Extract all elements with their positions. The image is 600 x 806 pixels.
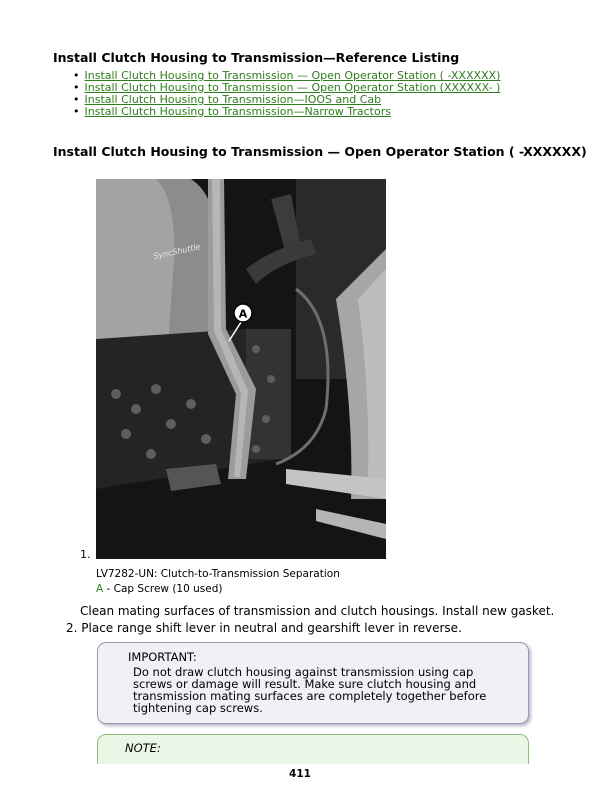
caption-callout <box>96 582 340 597</box>
page-number: 411 <box>289 768 311 780</box>
reference-links-list <box>60 70 500 118</box>
reference-link-ioos-cab[interactable]: Install Clutch Housing to Transmission—IOOS and Cab <box>84 93 382 106</box>
callout-label-a: A <box>238 307 248 321</box>
list-item <box>60 106 500 118</box>
important-title: IMPORTANT: <box>128 650 197 664</box>
important-text: Do not draw clutch housing against transmission using cap screws or damage will result. Make sure clutch housing and transmission mating surfaces are completely together before tightening cap screws. <box>133 665 487 715</box>
reference-link-open-station-pre[interactable]: Install Clutch Housing to Transmission — Open Operator Station ( -XXXXXX) <box>84 69 501 82</box>
callout-key: A <box>96 583 104 595</box>
figure-caption <box>96 567 340 597</box>
step-1-text: Clean mating surfaces of transmission and clutch housings. Install new gasket. <box>80 604 555 618</box>
reference-link-open-station-post[interactable]: Install Clutch Housing to Transmission — Open Operator Station (XXXXXX- ) <box>84 81 501 94</box>
tractor-clutch-photo <box>96 179 386 559</box>
reference-listing-heading: Install Clutch Housing to Transmission—Reference Listing <box>53 50 460 65</box>
important-box <box>97 642 529 724</box>
note-box <box>97 734 529 764</box>
caption-title: LV7282-UN: Clutch-to-Transmission Separation <box>96 568 340 580</box>
step-number-1: 1. <box>80 548 91 561</box>
note-title: NOTE: <box>125 741 161 755</box>
section-heading: Install Clutch Housing to Transmission — Open Operator Station ( -XXXXXX) <box>53 144 587 159</box>
hood-brand-decal: SyncShuttle <box>152 242 202 261</box>
step-2-text: 2. Place range shift lever in neutral and gearshift lever in reverse. <box>66 621 462 635</box>
callout-description: - Cap Screw (10 used) <box>103 583 223 595</box>
reference-link-narrow-tractors[interactable]: Install Clutch Housing to Transmission—Narrow Tractors <box>84 105 391 118</box>
